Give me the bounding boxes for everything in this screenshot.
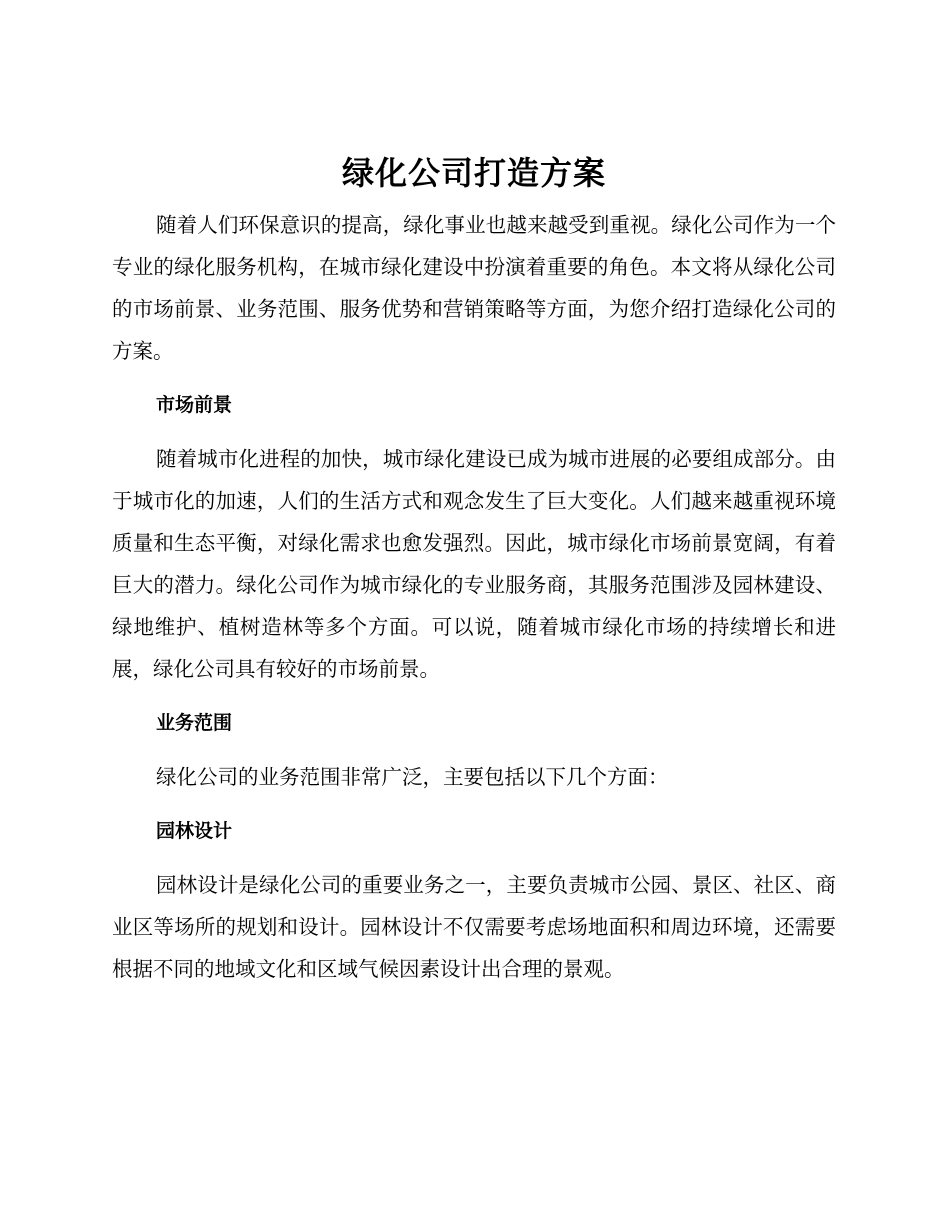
market-outlook-paragraph: 随着城市化进程的加快，城市绿化建设已成为城市进展的必要组成部分。由于城市化的加速，人们的生活方式和观念发生了巨大变化。人们越来越重视环境质量和生态平衡，对绿化需求也愈发强烈。因此，城市绿化市场前景宽阔，有着巨大的潜力。绿化公司作为城市绿化的专业服务商，其服务范围涉及园林建设、绿地维护、植树造林等多个方面。可以说，随着城市绿化市场的持续增长和进展，绿化公司具有较好的市场前景。 [112,447,836,681]
document-page [112,148,836,990]
document-title: 绿化公司打造方案 [341,154,606,192]
business-scope-paragraph: 绿化公司的业务范围非常广泛，主要包括以下几个方面： [156,765,669,789]
section-heading-business-scope: 业务范围 [156,712,233,734]
intro-paragraph: 随着人们环保意识的提高，绿化事业也越来越受到重视。绿化公司作为一个专业的绿化服务机构，在城市绿化建设中扮演着重要的角色。本文将从绿化公司的市场前景、业务范围、服务优势和营销策略等方面，为您介绍打造绿化公司的方案。 [112,213,836,363]
landscape-design-paragraph: 园林设计是绿化公司的重要业务之一，主要负责城市公园、景区、社区、商业区等场所的规划和设计。园林设计不仅需要考虑场地面积和周边环境，还需要根据不同的地域文化和区域气候因素设计出合理的景观。 [112,873,836,981]
section-heading-market-outlook: 市场前景 [156,394,233,416]
section-heading-landscape-design: 园林设计 [156,820,233,842]
